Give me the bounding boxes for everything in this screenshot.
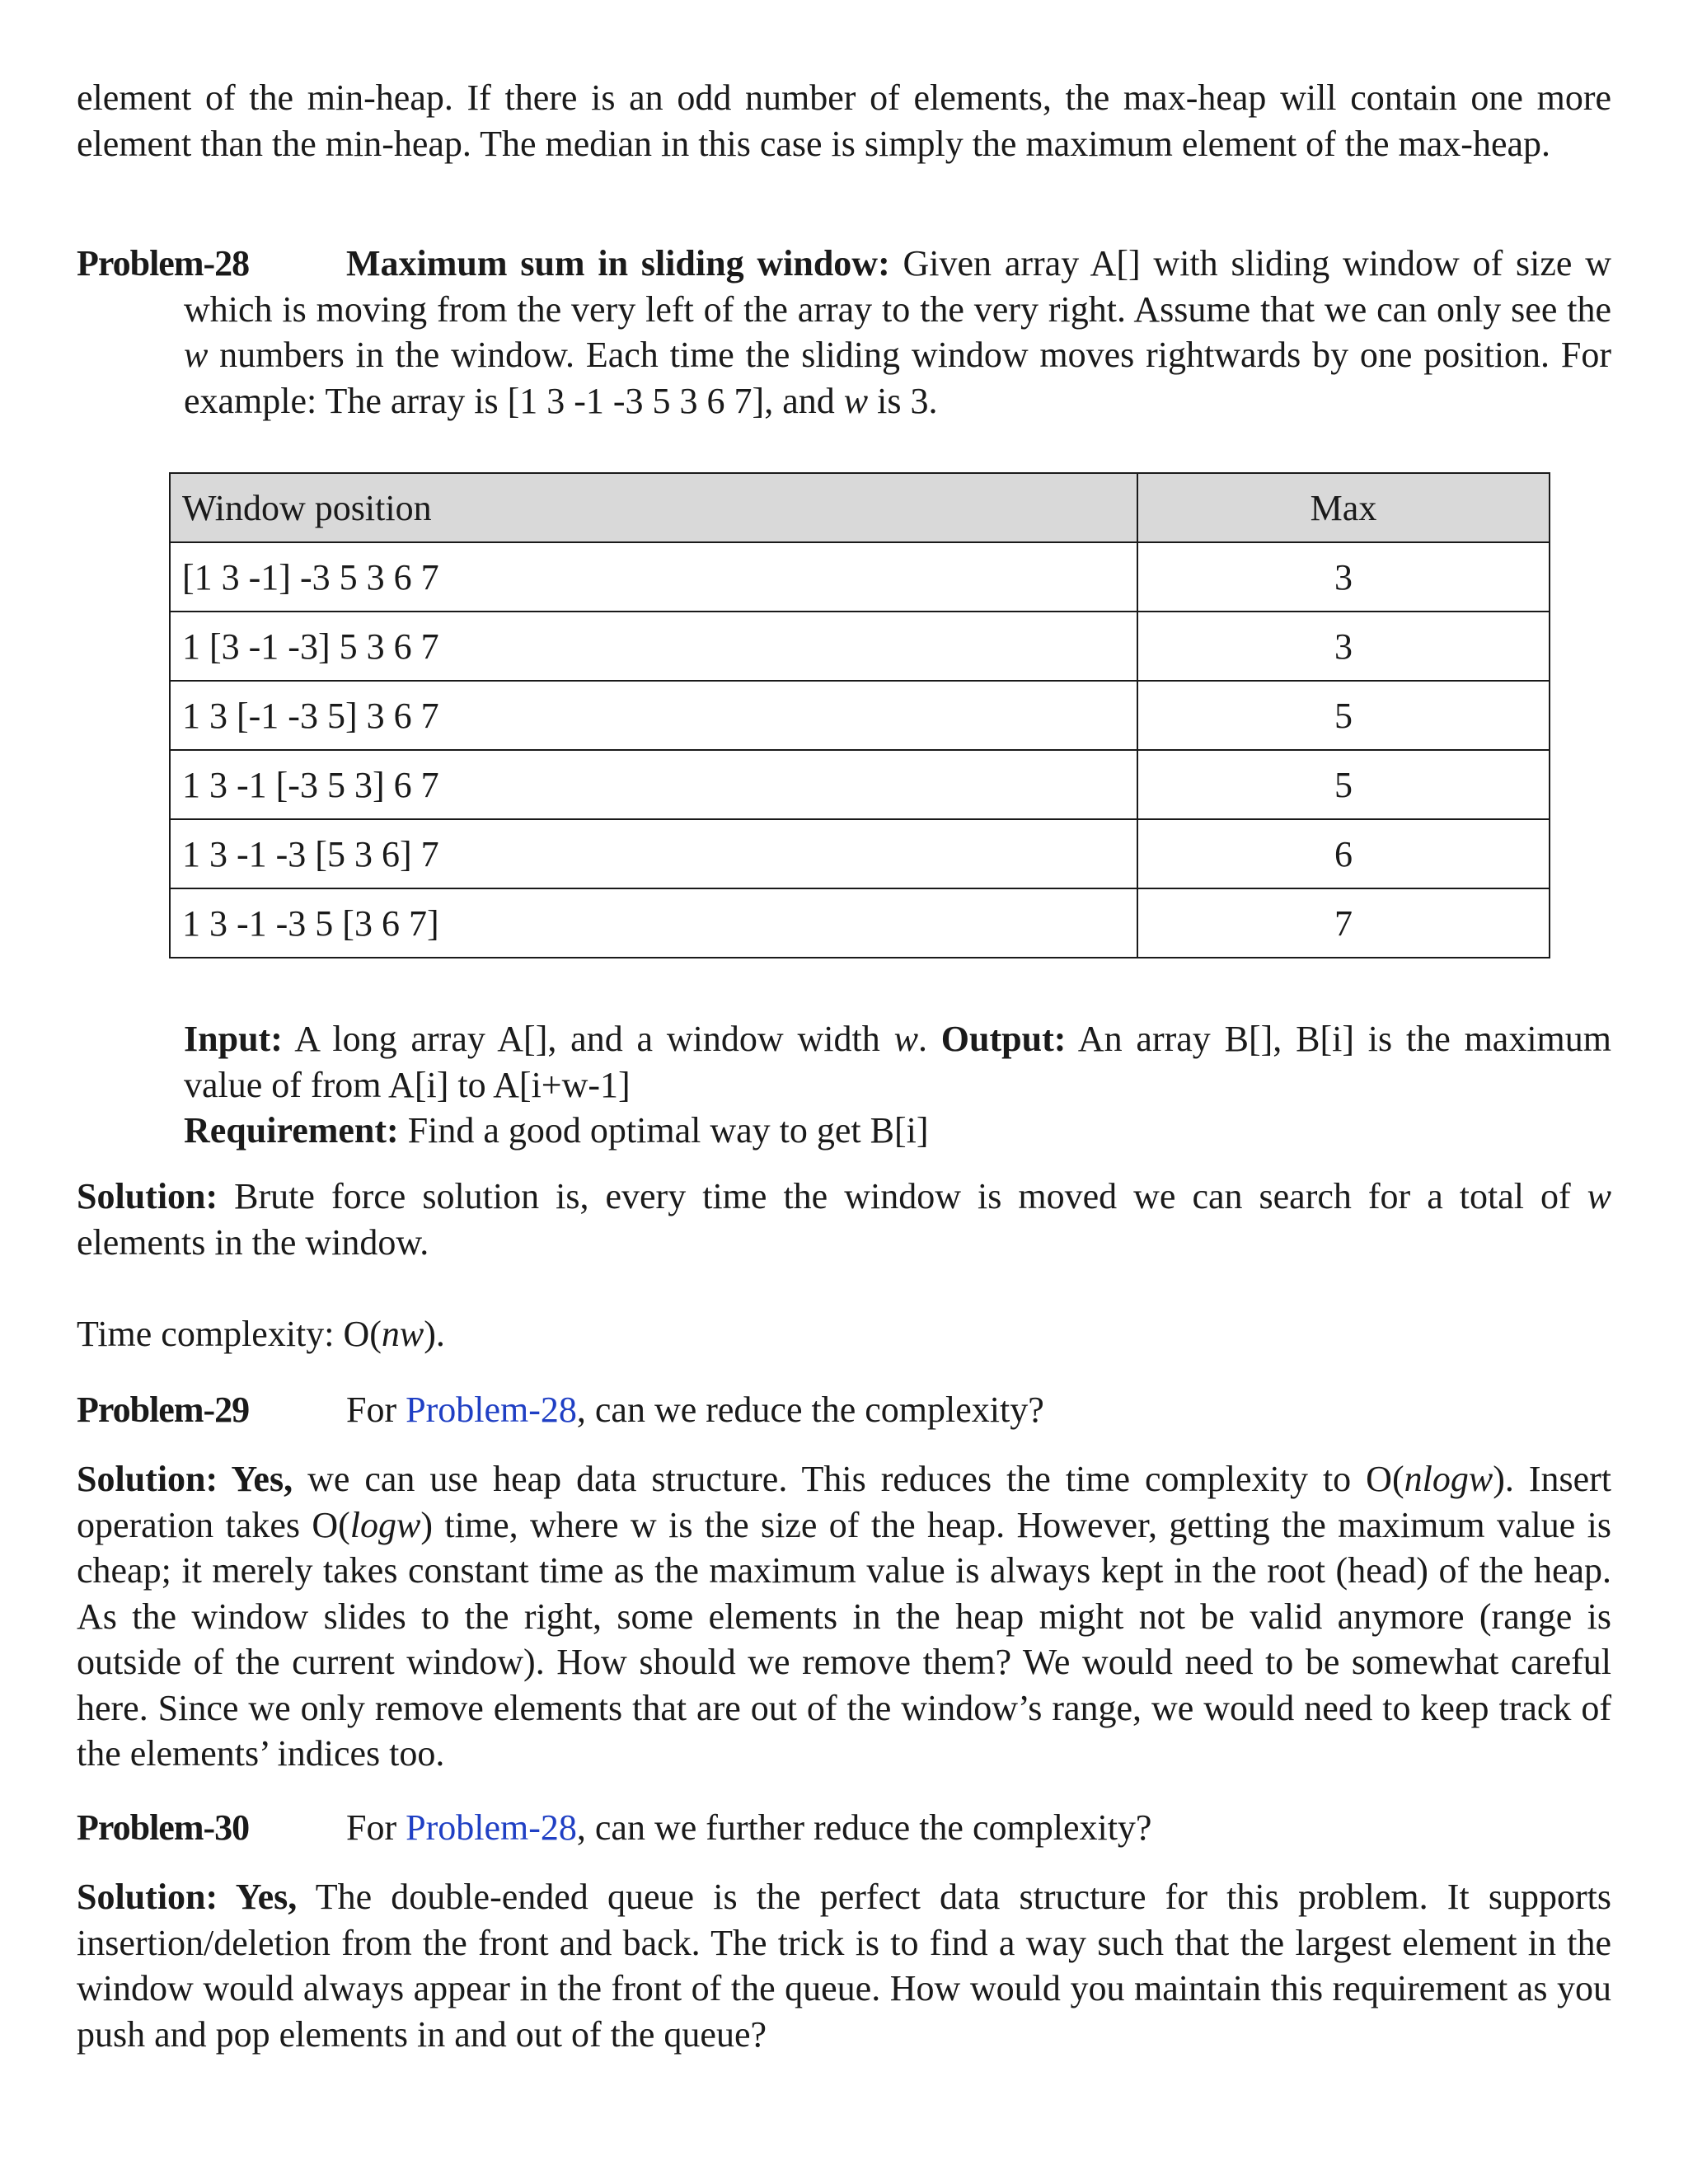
window-position-cell: 1 [3 -1 -3] 5 3 6 7 [170,612,1137,681]
solution-28-paragraph: Solution: Brute force solution is, every time the window is moved we can search for a total of w elements in the window. [77,1176,1611,1263]
max-cell: 6 [1137,819,1550,888]
window-position-cell: 1 3 -1 [-3 5 3] 6 7 [170,750,1137,819]
window-table [169,472,1550,958]
problem-30-label: Problem-30 [77,1807,250,1848]
table-row [170,612,1550,681]
table-row [170,681,1550,750]
output-label: Output: [940,1019,1067,1059]
max-cell: 3 [1137,612,1550,681]
problem-28 [77,241,1611,424]
table-row [170,750,1550,819]
requirement-label: Requirement: [184,1110,399,1151]
problem-29-label: Problem-29 [77,1390,250,1430]
table-row [170,542,1550,612]
max-cell: 5 [1137,681,1550,750]
window-position-cell: 1 3 -1 -3 [5 3 6] 7 [170,819,1137,888]
intro-paragraph: element of the min-heap. If there is an odd number of elements, the max-heap will contain one more element than the min-heap. The median in this case is simply the maximum element of the max-heap. [77,77,1611,164]
time-complexity: Time complexity: O(nw). [77,1314,445,1354]
window-position-cell: 1 3 -1 -3 5 [3 6 7] [170,888,1137,958]
solution-label: Solution: [77,1176,218,1216]
max-cell: 5 [1137,750,1550,819]
header-window-position: Window position [170,473,1137,542]
problem-28-title: Maximum sum in sliding window: [346,243,890,284]
problem-29: Problem-29 For Problem-28, can we reduce the complexity? [77,1387,1611,1433]
header-max: Max [1137,473,1550,542]
io-block [77,1016,1611,1154]
problem-28-link[interactable]: Problem-28 [406,1390,577,1430]
window-position-cell: 1 3 [-1 -3 5] 3 6 7 [170,681,1137,750]
input-label: Input: [184,1019,283,1059]
io-paragraph: Input: A long array A[], and a window width w. Output: An array B[], B[i] is the maximum value of from A[i] to A[i+w-1] [184,1019,1612,1105]
table-header-row [170,473,1550,542]
solution-label: Solution: [77,1877,218,1917]
solution-label: Solution: [77,1459,218,1499]
problem-28-body: Maximum sum in sliding window: Given array A[] with sliding window of size w which is moving from the very left of the array to the very right. Assume that we can only see the w numbers in the window. Each time the sliding window moves rightwards by one position. For example: The array is [1 3 -1 -3 5 3 6 7], and w is 3. [184,243,1611,421]
table-row [170,819,1550,888]
max-cell: 3 [1137,542,1550,612]
problem-28-label: Problem-28 [77,243,250,284]
problem-28-link[interactable]: Problem-28 [406,1807,577,1848]
requirement-paragraph: Requirement: Find a good optimal way to get B[i] [184,1110,929,1151]
table-row [170,888,1550,958]
window-position-cell: [1 3 -1] -3 5 3 6 7 [170,542,1137,612]
max-cell: 7 [1137,888,1550,958]
solution-29-paragraph: Solution: Yes, we can use heap data structure. This reduces the time complexity to O(nlogw). Insert operation takes O(logw) time, where w is the size of the heap. However, getting the maximum value is cheap; it merely takes constant time as the maximum value is always kept in the root (head) of the heap. As the window slides to the right, some elements in the heap might not be valid anymore (range is outside of the current window). How should we remove them? We would need to be somewhat careful here. Since we only remove elements that are out of the window’s range, we would need to keep track of the elements’ indices too. [77,1459,1612,1774]
problem-30: Problem-30 For Problem-28, can we further reduce the complexity? [77,1805,1611,1851]
solution-30-paragraph: Solution: Yes, The double-ended queue is the perfect data structure for this problem. It supports insertion/deletion from the front and back. The trick is to find a way such that the largest element in the window would always appear in the front of the queue. How would you maintain this requirement as you push and pop elements in and out of the queue? [77,1877,1611,2055]
